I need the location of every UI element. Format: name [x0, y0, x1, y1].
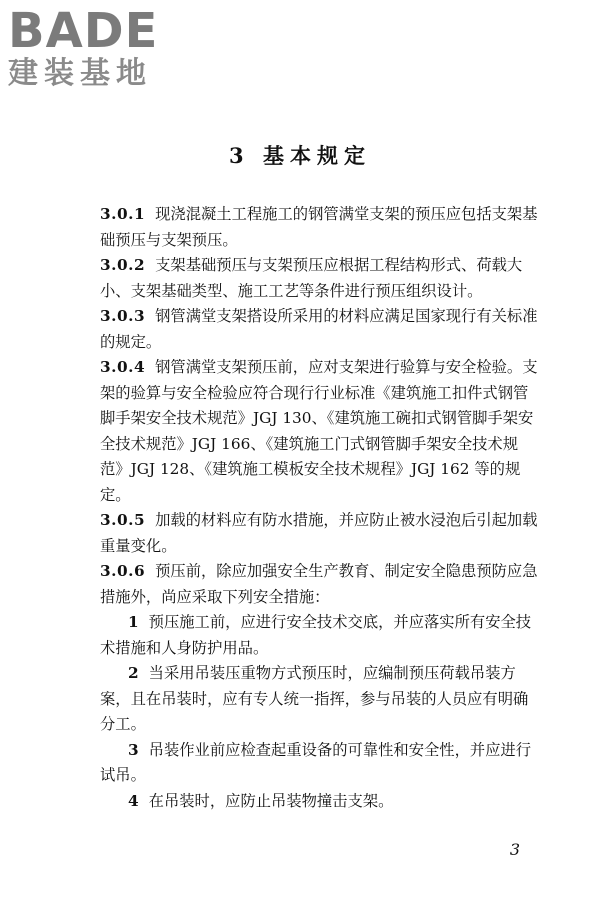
item-number: 3 [128, 740, 139, 759]
clause [100, 559, 540, 610]
logo-subtitle: 建装基地 [8, 56, 152, 91]
clause-number: 3.0.6 [100, 562, 146, 580]
clause [100, 202, 540, 253]
item-number: 4 [128, 791, 139, 810]
item-text: 当采用吊装压重物方式预压时，应编制预压荷载吊装方案，且在吊装时，应有专人统一指挥，参与吊装的人员应有明确分工。 [100, 664, 529, 733]
clause-text: 钢管满堂支架预压前，应对支架进行验算与安全检验。支架的验算与安全检验应符合现行行业标准《建筑施工扣件式钢管脚手架安全技术规范》JGJ 130、《建筑施工碗扣式钢管脚手架安全技术规范》JGJ 166、《建筑施工门式钢管脚手架安全技术规范》JGJ 128、《建筑施工模板安全技术规程》JGJ 162 等的规定。 [100, 358, 538, 504]
clause-text: 支架基础预压与支架预压应根据工程结构形式、荷载大小、支架基础类型、施工工艺等条件进行预压组织设计。 [100, 256, 523, 300]
item-number: 2 [128, 664, 139, 682]
clause [100, 508, 540, 559]
clause-number: 3.0.5 [100, 511, 146, 529]
clause [100, 355, 540, 508]
clause-number: 3.0.1 [100, 205, 146, 223]
clause-number: 3.0.4 [100, 358, 146, 376]
clause [100, 304, 540, 355]
list-item [100, 738, 540, 789]
site-logo [8, 3, 183, 92]
clause-number: 3.0.3 [100, 307, 146, 325]
clause-text: 钢管满堂支架搭设所采用的材料应满足国家现行有关标准的规定。 [100, 307, 538, 351]
item-number: 1 [128, 613, 139, 631]
logo-wordmark: BADE [8, 3, 159, 59]
list-item [100, 661, 540, 738]
item-text: 吊装作业前应检查起重设备的可靠性和安全性，并应进行试吊。 [100, 740, 532, 784]
list-item [100, 610, 540, 661]
list-item [100, 789, 540, 815]
clause [100, 253, 540, 304]
item-text: 预压施工前，应进行安全技术交底，并应落实所有安全技术措施和人身防护用品。 [100, 613, 532, 657]
chapter-title: 3 基本规定 [229, 143, 371, 168]
clause-text: 现浇混凝土工程施工的钢管满堂支架的预压应包括支架基础预压与支架预压。 [100, 205, 538, 249]
clause-text: 预压前，除应加强安全生产教育、制定安全隐患预防应急措施外，尚应采取下列安全措施： [100, 562, 538, 606]
clause-text: 加载的材料应有防水措施，并应防止被水浸泡后引起加载重量变化。 [100, 511, 538, 555]
page-number: 3 [509, 840, 520, 859]
clause-number: 3.0.2 [100, 256, 146, 274]
item-text: 在吊装时，应防止吊装物撞击支架。 [148, 791, 394, 810]
document-body [100, 202, 540, 814]
